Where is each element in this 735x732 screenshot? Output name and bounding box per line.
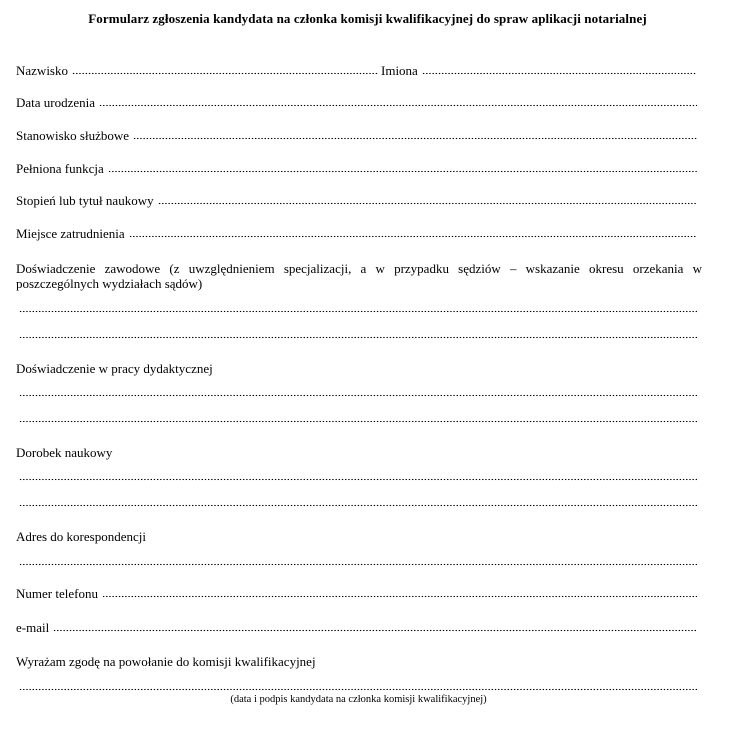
professional-experience-line-1[interactable] (19, 310, 698, 313)
position-row (16, 127, 698, 143)
function-label: Pełniona funkcja (16, 161, 104, 176)
teaching-experience-line-2[interactable] (19, 420, 698, 423)
workplace-row (16, 225, 698, 241)
workplace-label: Miejsce zatrudnienia (16, 226, 125, 241)
function-row (16, 160, 698, 176)
position-field[interactable] (133, 130, 697, 140)
phone-field[interactable] (102, 588, 697, 598)
birth-date-row (16, 94, 698, 110)
position-label: Stanowisko służbowe (16, 128, 130, 143)
professional-experience-line-2[interactable] (19, 336, 698, 339)
degree-label: Stopień lub tytuł naukowy (16, 193, 154, 208)
birth-date-label: Data urodzenia (16, 95, 96, 110)
scientific-achievements-line-1[interactable] (19, 478, 698, 481)
teaching-experience-line-1[interactable] (19, 394, 698, 397)
address-line[interactable] (19, 563, 698, 566)
phone-row (16, 585, 698, 601)
name-row (16, 62, 698, 78)
email-field[interactable] (53, 622, 697, 632)
degree-field[interactable] (158, 195, 697, 205)
teaching-experience-label: Doświadczenie w pracy dydaktycznej (16, 361, 213, 376)
signature-line[interactable] (19, 688, 698, 691)
phone-label: Numer telefonu (16, 586, 98, 601)
workplace-field[interactable] (129, 228, 697, 238)
surname-label: Nazwisko (16, 63, 68, 78)
form-title: Formularz zgłoszenia kandydata na członka komisji kwalifikacyjnej do spraw aplikacji notarialnej (88, 11, 647, 26)
email-row (16, 619, 698, 635)
given-names-field[interactable] (422, 65, 697, 75)
email-label: e-mail (16, 620, 50, 635)
scientific-achievements-line-2[interactable] (19, 504, 698, 507)
consent-statement: Wyrażam zgodę na powołanie do komisji kwalifikacyjnej (16, 654, 316, 669)
degree-row (16, 192, 698, 208)
given-names-label: Imiona (381, 63, 418, 78)
signature-caption: (data i podpis kandydata na członka komisji kwalifikacyjnej) (230, 694, 487, 705)
scientific-achievements-label: Dorobek naukowy (16, 445, 113, 460)
professional-experience-label: Doświadczenie zawodowe (z uwzględnieniem specjalizacji, a w przypadku sędziów – wskazanie okresu orzekania w poszczególnych wydziałach sądów) (16, 261, 702, 291)
function-field[interactable] (108, 163, 697, 173)
birth-date-field[interactable] (99, 97, 697, 107)
address-label: Adres do korespondencji (16, 529, 146, 544)
surname-field[interactable] (72, 65, 378, 75)
